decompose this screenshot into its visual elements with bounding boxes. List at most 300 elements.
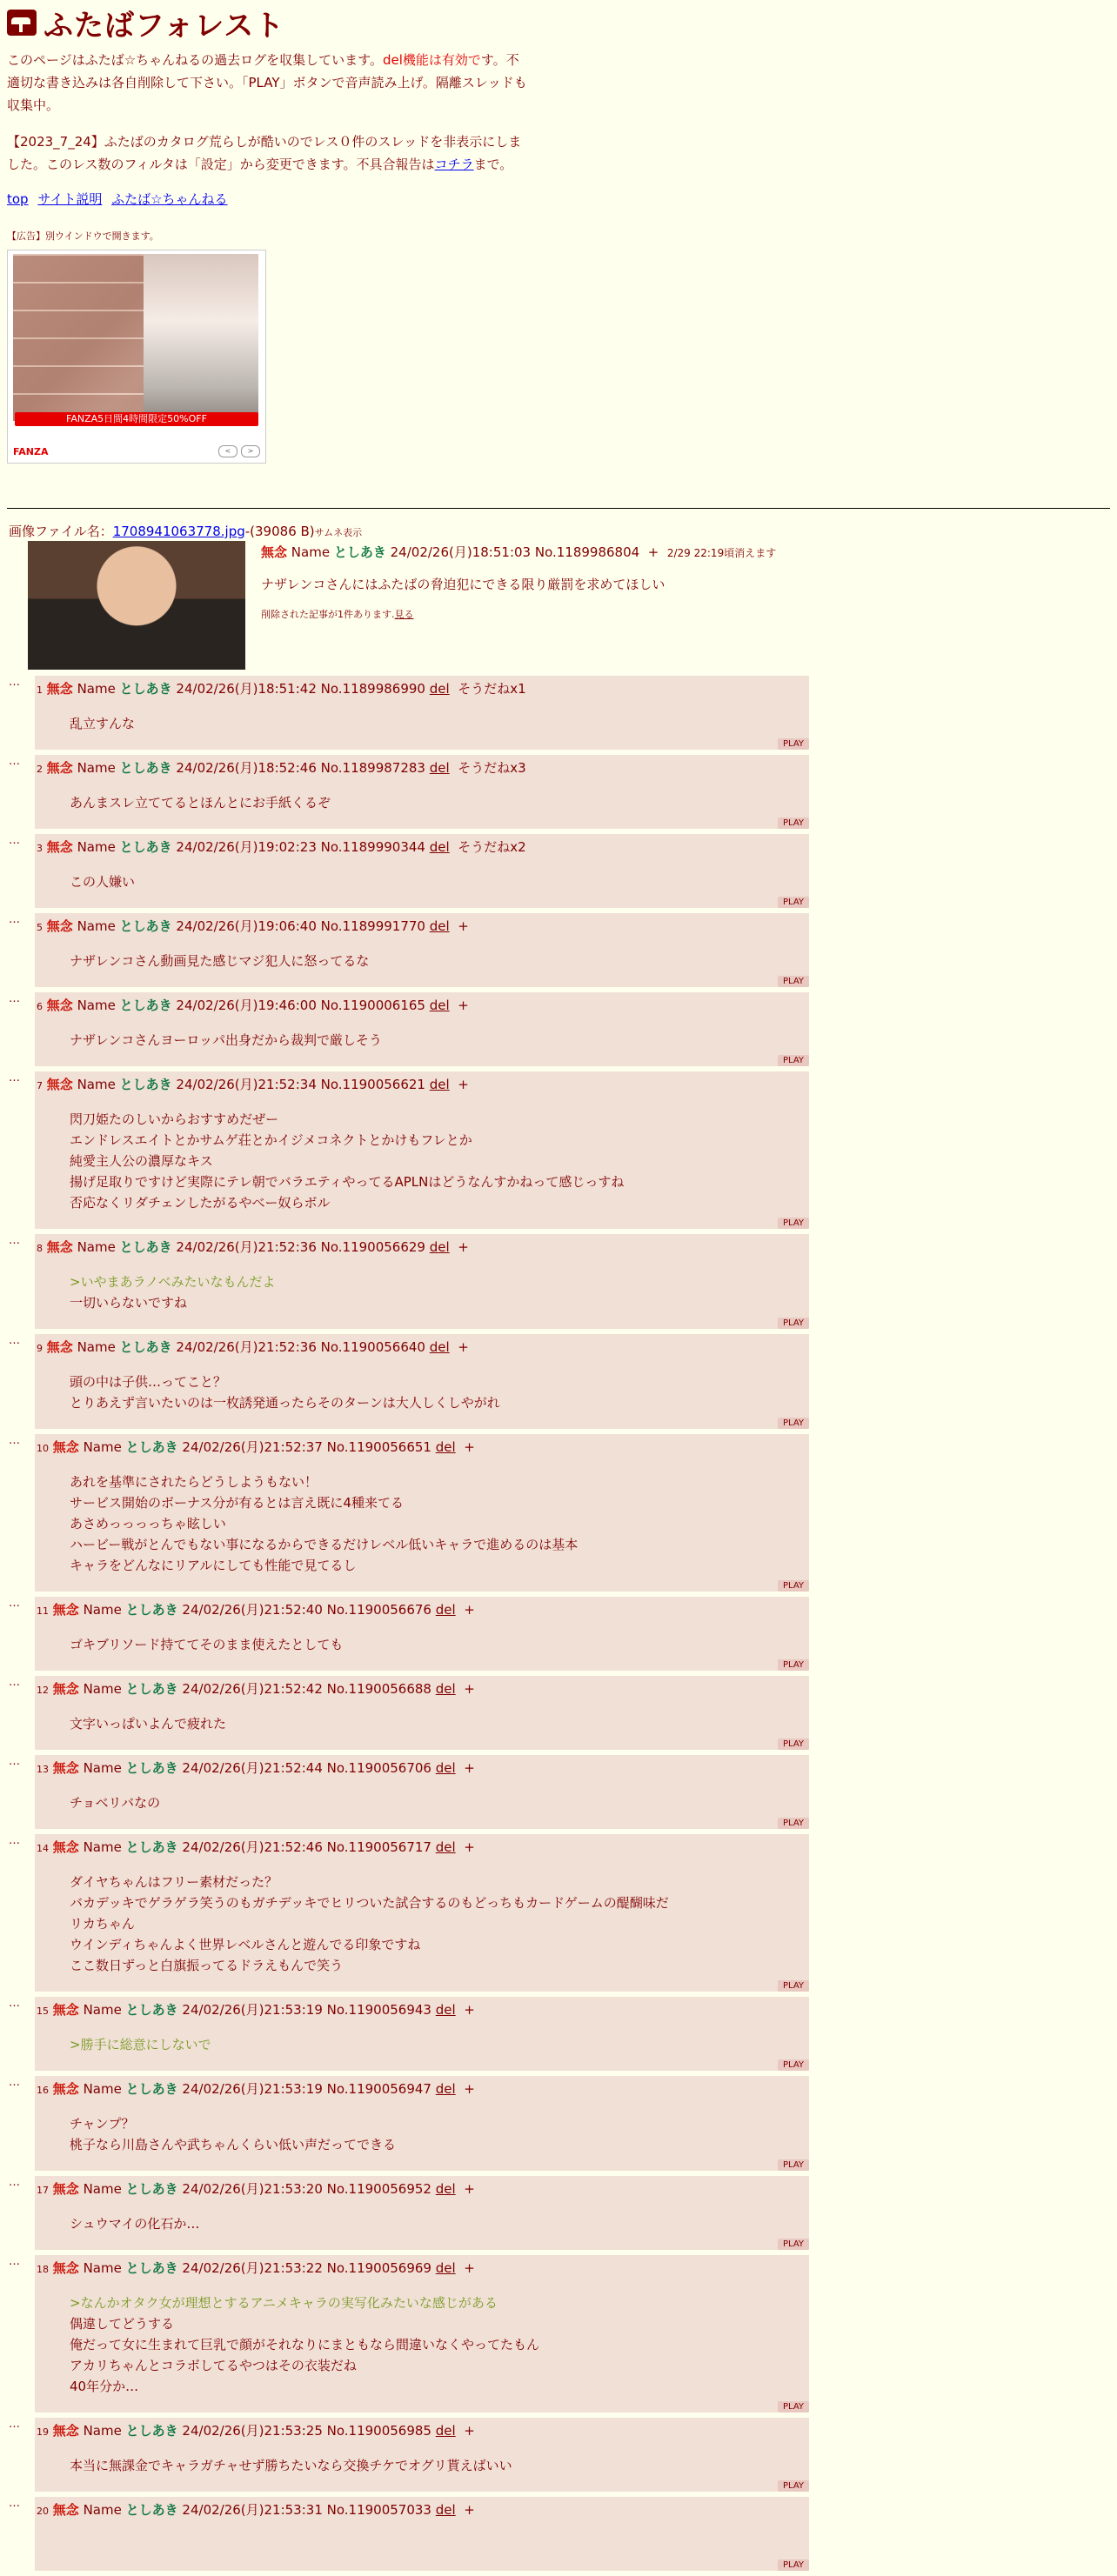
reply-del-link[interactable]: del (435, 1681, 456, 1697)
play-button[interactable]: PLAY (778, 2159, 809, 2171)
reply-body (35, 1014, 809, 1066)
reply-name-label: Name (83, 2181, 122, 2197)
reply-extra[interactable]: + (464, 1760, 475, 1776)
reply-name: としあき (125, 1439, 178, 1455)
reply-extra[interactable]: + (458, 1239, 469, 1255)
reply-del-link[interactable]: del (429, 1339, 450, 1355)
reply-subject: 無念 (52, 1681, 79, 1697)
notice-text-b: す。不適切な書き込みは各自削除して下さい。「PLAY」ボタンで音声読み上げ。隔離スレッドも収集中。 (7, 52, 527, 113)
ad-nav (218, 445, 260, 457)
reply-dots: … (9, 1234, 20, 1247)
ad-prev-button[interactable]: < (218, 445, 237, 457)
reply-row (0, 992, 809, 1071)
reply-del-link[interactable]: del (435, 1839, 456, 1855)
reply-number: 10 (37, 1443, 49, 1454)
reply-name-label: Name (77, 1239, 116, 1255)
reply-datetime-no: 24/02/26(月)21:53:25 No.1190056985 (182, 2423, 431, 2439)
play-button[interactable]: PLAY (778, 2401, 809, 2412)
reply-name: としあき (119, 681, 172, 697)
reply-name-label: Name (77, 1077, 116, 1092)
reply-subject: 無念 (46, 760, 73, 776)
reply-name: としあき (119, 1339, 172, 1355)
reply-text-line: とりあえず言いたいのは一枚誘発通ったらそのターンは大人しくしやがれ (70, 1395, 500, 1411)
reply-name: としあき (119, 760, 172, 776)
reply-datetime-no: 24/02/26(月)21:52:46 No.1190056717 (182, 1839, 431, 1855)
reply-subject: 無念 (46, 1239, 73, 1255)
reply-subject: 無念 (52, 2081, 79, 2097)
reply-text-line: 本当に無課金でキャラガチャせず勝ちたいなら交換チケでオグリ貰えばいい (70, 2458, 512, 2473)
reply-body (35, 697, 809, 750)
reply-dots: … (9, 1676, 20, 1689)
reply-text-line: キャラをどんなにリアルにしても性能で見てるし (70, 1558, 357, 1573)
reply-box (35, 834, 809, 908)
reply-body (35, 2519, 809, 2571)
play-button[interactable]: PLAY (778, 1418, 809, 1429)
op-subject: 無念 (261, 544, 288, 560)
reply-text-line: 40年分か… (70, 2379, 139, 2394)
ad-next-button[interactable]: > (241, 445, 260, 457)
reply-header (35, 2176, 809, 2198)
reply-del-link[interactable]: del (435, 1439, 456, 1455)
reply-text-line: ここ数日ずっと白旗振ってるドラえもんで笑う (70, 1958, 344, 1973)
op-name-label: Name (291, 544, 331, 560)
reply-del-link[interactable]: del (435, 2502, 456, 2518)
play-button[interactable]: PLAY (778, 818, 809, 829)
reply-extra[interactable]: + (464, 2423, 475, 2439)
reply-del-link[interactable]: del (435, 1760, 456, 1776)
reply-header (35, 755, 809, 777)
deleted-view-link[interactable]: 見る (394, 609, 414, 620)
reply-header (35, 834, 809, 856)
deleted-note-text: 削除された記事が1件あります. (261, 609, 395, 620)
reply-del-link[interactable]: del (435, 2002, 456, 2018)
reply-header (35, 2418, 809, 2439)
reply-header (35, 1434, 809, 1456)
reply-name: としあき (119, 1239, 172, 1255)
reply-del-link[interactable]: del (435, 2423, 456, 2439)
reply-dots: … (9, 676, 20, 689)
reply-box (35, 2076, 809, 2171)
reply-header (35, 1834, 809, 1856)
reply-name-label: Name (77, 839, 116, 855)
reply-header (35, 1071, 809, 1093)
reply-quote-line: >なんかオタク女が理想とするアニメキャラの実写化みたいな感じがある (70, 2295, 498, 2311)
reply-subject: 無念 (46, 1077, 73, 1092)
play-button[interactable]: PLAY (778, 1580, 809, 1592)
reply-body (35, 1456, 809, 1592)
reply-header (35, 1997, 809, 2019)
play-button[interactable]: PLAY (778, 1055, 809, 1066)
reply-del-link[interactable]: del (435, 1602, 456, 1618)
reply-extra[interactable]: + (464, 1602, 475, 1618)
reply-box (35, 1834, 809, 1992)
reply-subject: 無念 (52, 1760, 79, 1776)
reply-datetime-no: 24/02/26(月)19:02:23 No.1189990344 (176, 839, 425, 855)
site-title: ふたばフォレスト (43, 8, 285, 43)
reply-row (0, 1834, 809, 1997)
update-text-b: まで。 (473, 157, 513, 172)
reply-extra[interactable]: + (464, 2502, 475, 2518)
reply-text-line: チョベリバなの (70, 1795, 161, 1811)
reply-del-link[interactable]: del (429, 839, 450, 855)
reply-body (35, 2198, 809, 2250)
reply-datetime-no: 24/02/26(月)21:52:36 No.1190056629 (176, 1239, 425, 1255)
reply-name-label: Name (77, 918, 116, 934)
reply-body (35, 1356, 809, 1429)
reply-del-link[interactable]: del (429, 1077, 450, 1092)
reply-row (0, 2255, 809, 2418)
reply-extra[interactable]: + (458, 998, 469, 1013)
play-button[interactable]: PLAY (778, 1318, 809, 1329)
nav-link-about[interactable]: サイト説明 (37, 191, 103, 207)
reply-extra[interactable]: + (458, 1339, 469, 1355)
reply-datetime-no: 24/02/26(月)19:46:00 No.1190006165 (176, 998, 425, 1013)
reply-name: としあき (125, 1602, 178, 1618)
reply-header (35, 1234, 809, 1256)
reply-header (35, 2497, 809, 2519)
divider (7, 508, 1110, 509)
ad-brand-logo: FANZA (13, 446, 49, 457)
reply-box (35, 1676, 809, 1750)
play-button[interactable]: PLAY (778, 976, 809, 987)
reply-box (35, 913, 809, 987)
op-post (9, 522, 1053, 620)
reply-datetime-no: 24/02/26(月)21:52:34 No.1190056621 (176, 1077, 425, 1092)
reply-number: 7 (37, 1080, 43, 1091)
reply-name: としあき (125, 1839, 178, 1855)
reply-box (35, 2418, 809, 2492)
reply-name-label: Name (77, 1339, 116, 1355)
reply-body (35, 2439, 809, 2492)
reply-header (35, 992, 809, 1014)
reply-dots: … (9, 1334, 20, 1347)
reply-extra[interactable]: + (464, 1681, 475, 1697)
reply-name-label: Name (83, 1760, 122, 1776)
reply-text-line: この人嫌い (70, 874, 136, 890)
reply-del-link[interactable]: del (435, 2081, 456, 2097)
reply-quote-line: >いやまあラノベみたいなもんだよ (70, 1274, 276, 1290)
op-deleted-note (261, 607, 1044, 621)
reply-extra[interactable]: そうだねx2 (458, 839, 526, 855)
reply-name-label: Name (83, 2081, 122, 2097)
reply-row (0, 2418, 809, 2497)
reply-number: 16 (37, 2085, 49, 2096)
reply-dots: … (9, 1434, 20, 1447)
ad-image[interactable] (13, 254, 258, 421)
notice-del-text: del機能は有効で (382, 52, 481, 68)
reply-box (35, 2255, 809, 2412)
reply-row (0, 1676, 809, 1755)
site-notice (7, 49, 529, 117)
reply-text-line: ウインディちゃんよく世界レベルさんと遊んでる印象ですね (70, 1937, 421, 1952)
play-button[interactable]: PLAY (778, 1659, 809, 1671)
file-label: 画像ファイル名： (9, 524, 113, 539)
reply-number: 2 (37, 764, 43, 775)
reply-text-line: 文字いっぱいよんで疲れた (70, 1716, 227, 1732)
reply-row (0, 1071, 809, 1234)
reply-body (35, 2277, 809, 2412)
reply-header (35, 1597, 809, 1618)
reply-extra[interactable]: + (464, 2260, 475, 2276)
reply-box (35, 755, 809, 829)
reply-text-line: 純愛主人公の濃厚なキス (70, 1153, 213, 1169)
reply-name-label: Name (83, 1439, 122, 1455)
reply-header (35, 1334, 809, 1356)
reply-number: 5 (37, 922, 43, 933)
reply-subject: 無念 (52, 2502, 79, 2518)
reply-subject: 無念 (46, 1339, 73, 1355)
reply-dots: … (9, 1997, 20, 2010)
reply-name: としあき (119, 918, 172, 934)
play-button[interactable]: PLAY (778, 2059, 809, 2071)
reply-dots: … (9, 2255, 20, 2268)
reply-number: 12 (37, 1685, 49, 1696)
reply-extra[interactable]: そうだねx3 (458, 760, 526, 776)
reply-name-label: Name (77, 998, 116, 1013)
reply-box (35, 1434, 809, 1592)
reply-subject: 無念 (52, 1602, 79, 1618)
nav-link-top[interactable]: top (7, 191, 29, 207)
reply-datetime-no: 24/02/26(月)21:53:19 No.1190056947 (182, 2081, 431, 2097)
reply-subject: 無念 (52, 1839, 79, 1855)
op-datetime-no: 24/02/26(月)18:51:03 No.1189986804 (390, 544, 640, 560)
reply-del-link[interactable]: del (429, 918, 450, 934)
nav-link-futaba[interactable]: ふたば☆ちゃんねる (111, 191, 228, 207)
reply-extra[interactable]: + (458, 918, 469, 934)
reply-name: としあき (125, 2502, 178, 2518)
op-header (261, 543, 1044, 621)
site-update-notice (7, 130, 529, 176)
op-body: ナザレンコさんにはふたばの脅迫犯にできる限り厳罰を求めてほしい (261, 577, 666, 592)
reply-text-line: リカちゃん (70, 1916, 135, 1932)
reply-dots: … (9, 1597, 20, 1610)
reply-name-label: Name (83, 1681, 122, 1697)
reply-name-label: Name (83, 2260, 122, 2276)
reply-text-line: 偶違してどうする (70, 2316, 175, 2332)
update-text-a: 【2023_7_24】ふたばのカタログ荒らしが酷いのでレス０件のスレッドを非表示にしました。このレス数のフィルタは「設定」から変更できます。不具合報告は (7, 134, 522, 172)
reply-dots: … (9, 913, 20, 926)
play-button[interactable]: PLAY (778, 2480, 809, 2492)
reply-row (0, 834, 809, 913)
reply-extra[interactable]: + (464, 2081, 475, 2097)
reply-subject: 無念 (46, 839, 73, 855)
reply-number: 13 (37, 1764, 49, 1775)
reply-del-link[interactable]: del (429, 760, 450, 776)
reply-box (35, 1755, 809, 1829)
reply-del-link[interactable]: del (429, 998, 450, 1013)
reply-body (35, 935, 809, 987)
reply-number: 17 (37, 2185, 49, 2196)
reply-box (35, 1234, 809, 1329)
reply-row (0, 2076, 809, 2176)
reply-row (0, 676, 809, 755)
notice-text-a: このページはふたば☆ちゃんねるの過去ログを収集しています。 (7, 52, 383, 68)
reply-number: 3 (37, 843, 43, 854)
reply-header (35, 913, 809, 935)
reply-text-line: ゴキブリソード持ててそのまま使えたとしても (70, 1637, 344, 1652)
reply-number: 11 (37, 1605, 49, 1617)
reply-dots: … (9, 1755, 20, 1768)
page (0, 2, 1117, 464)
reply-subject: 無念 (52, 1439, 79, 1455)
reply-row (0, 1997, 809, 2076)
reply-subject: 無念 (46, 918, 73, 934)
play-button[interactable]: PLAY (778, 2559, 809, 2571)
reply-extra[interactable]: + (464, 1439, 475, 1455)
reply-name-label: Name (77, 681, 116, 697)
reply-del-link[interactable]: del (429, 1239, 450, 1255)
reply-row (0, 1597, 809, 1676)
reply-box (35, 676, 809, 750)
file-size: -(39086 B) (244, 524, 315, 539)
reply-number: 6 (37, 1001, 43, 1012)
reply-number: 19 (37, 2426, 49, 2438)
op-file-line (9, 522, 1053, 540)
op-thumbnail[interactable] (28, 541, 245, 670)
reply-body (35, 1777, 809, 1829)
reply-name-label: Name (83, 2502, 122, 2518)
play-button[interactable]: PLAY (778, 1738, 809, 1750)
reply-name: としあき (125, 2260, 178, 2276)
thumb-note: サムネ表示 (314, 527, 363, 538)
reply-dots: … (9, 1834, 20, 1847)
reply-row (0, 2497, 809, 2576)
reply-dots: … (9, 2076, 20, 2089)
reply-box (35, 1334, 809, 1429)
reply-dots: … (9, 992, 20, 1005)
reply-dots: … (9, 2418, 20, 2431)
reply-row (0, 755, 809, 834)
reply-datetime-no: 24/02/26(月)21:53:22 No.1190056969 (182, 2260, 431, 2276)
reply-name: としあき (119, 839, 172, 855)
reply-subject: 無念 (46, 681, 73, 697)
play-button[interactable]: PLAY (778, 2239, 809, 2250)
reply-datetime-no: 24/02/26(月)21:52:44 No.1190056706 (182, 1760, 431, 1776)
reply-datetime-no: 24/02/26(月)21:53:20 No.1190056952 (182, 2181, 431, 2197)
reply-text-line: 閃刀姫たのしいからおすすめだぜー (70, 1111, 279, 1127)
op-plus-button[interactable]: + (647, 544, 659, 560)
reply-del-link[interactable]: del (435, 2181, 456, 2197)
play-button[interactable]: PLAY (778, 1218, 809, 1229)
bug-report-link[interactable]: コチラ (434, 157, 474, 172)
reply-text-line: あさめっっっっちゃ眩しい (70, 1516, 226, 1532)
reply-number: 20 (37, 2506, 49, 2517)
reply-del-link[interactable]: del (435, 2260, 456, 2276)
reply-datetime-no: 24/02/26(月)21:52:37 No.1190056651 (182, 1439, 431, 1455)
reply-name-label: Name (83, 1602, 122, 1618)
reply-del-link[interactable]: del (429, 681, 450, 697)
reply-text-line: ハービー戦がとんでもない事になるからできるだけレベル低いキャラで進めるのは基本 (70, 1537, 579, 1552)
reply-box (35, 2497, 809, 2571)
reply-extra[interactable]: + (464, 2181, 475, 2197)
reply-dots: … (9, 755, 20, 768)
reply-header (35, 1676, 809, 1698)
reply-subject: 無念 (52, 2260, 79, 2276)
reply-body (35, 1618, 809, 1671)
site-logo-icon (7, 10, 37, 36)
ad-banner[interactable] (7, 250, 266, 464)
reply-list (0, 676, 809, 2576)
reply-number: 15 (37, 2005, 49, 2017)
reply-number: 8 (37, 1243, 43, 1254)
op-expire: 2/29 22:19頃消えます (666, 547, 777, 559)
reply-number: 1 (37, 684, 43, 696)
reply-row (0, 1234, 809, 1334)
reply-row (0, 913, 809, 992)
reply-text-line: あんまスレ立ててるとほんとにお手紙くるぞ (70, 795, 331, 811)
reply-header (35, 2076, 809, 2098)
ad-sale-bar[interactable]: FANZA5日間4時間限定50%OFF (15, 412, 258, 426)
reply-name-label: Name (77, 760, 116, 776)
reply-extra[interactable]: + (464, 1839, 475, 1855)
reply-body (35, 1856, 809, 1992)
reply-name: としあき (125, 2002, 178, 2018)
reply-body (35, 1093, 809, 1229)
play-button[interactable]: PLAY (778, 897, 809, 908)
reply-dots: … (9, 834, 20, 847)
reply-dots: … (9, 2176, 20, 2189)
ad-label: 【広告】別ウインドウで開きます。 (7, 230, 159, 242)
reply-name-label: Name (83, 2002, 122, 2018)
reply-name: としあき (125, 1681, 178, 1697)
play-button[interactable]: PLAY (778, 738, 809, 750)
reply-datetime-no: 24/02/26(月)21:53:31 No.1190057033 (182, 2502, 431, 2518)
reply-name: としあき (125, 2181, 178, 2197)
reply-text-line: 否応なくリダチェンしたがるやべー奴らボル (70, 1195, 331, 1211)
reply-box (35, 2176, 809, 2250)
play-button[interactable]: PLAY (778, 1980, 809, 1992)
reply-datetime-no: 24/02/26(月)21:53:19 No.1190056943 (182, 2002, 431, 2018)
reply-box (35, 1997, 809, 2071)
reply-text-line: 俺だって女に生まれて巨乳で顔がそれなりにまともなら間違いなくやってたもん (70, 2337, 540, 2352)
nav-links (7, 190, 1110, 208)
reply-text-line: シュウマイの化石か… (70, 2216, 200, 2232)
reply-datetime-no: 24/02/26(月)18:52:46 No.1189987283 (176, 760, 425, 776)
reply-datetime-no: 24/02/26(月)19:06:40 No.1189991770 (176, 918, 425, 934)
reply-body (35, 2098, 809, 2171)
reply-text-line: 頭の中は子供…ってこと？ (70, 1374, 227, 1390)
reply-row (0, 1434, 809, 1597)
reply-datetime-no: 24/02/26(月)21:52:40 No.1190056676 (182, 1602, 431, 1618)
reply-text-line: ナザレンコさんヨーロッパ出身だから裁判で厳しそう (70, 1032, 383, 1048)
ad-image-left (13, 254, 144, 421)
reply-box (35, 1071, 809, 1229)
reply-text-line: 一切いらないですね (70, 1295, 188, 1311)
reply-datetime-no: 24/02/26(月)21:52:36 No.1190056640 (176, 1339, 425, 1355)
reply-name: としあき (119, 998, 172, 1013)
reply-extra[interactable]: + (458, 1077, 469, 1092)
reply-extra[interactable]: + (464, 2002, 475, 2018)
reply-subject: 無念 (46, 998, 73, 1013)
play-button[interactable]: PLAY (778, 1818, 809, 1829)
reply-text-line: 揚げ足取りですけど実際にテレ朝でバラエティやってるAPLNはどうなんすかねって感じっすね (70, 1174, 625, 1190)
reply-body (35, 1698, 809, 1750)
reply-header (35, 2255, 809, 2277)
reply-name: としあき (125, 2081, 178, 2097)
reply-name: としあき (119, 1077, 172, 1092)
reply-text-line: ナザレンコさん動画見た感じマジ犯人に怒ってるな (70, 953, 370, 969)
reply-extra[interactable]: そうだねx1 (458, 681, 526, 697)
reply-number: 9 (37, 1343, 43, 1354)
reply-subject: 無念 (52, 2181, 79, 2197)
reply-row (0, 1755, 809, 1834)
reply-datetime-no: 24/02/26(月)21:52:42 No.1190056688 (182, 1681, 431, 1697)
reply-text-line: アカリちゃんとコラボしてるやつはその衣装だね (70, 2358, 357, 2373)
reply-text-line: ダイヤちゃんはフリー素材だった？ (70, 1874, 278, 1890)
file-name-link[interactable]: 1708941063778.jpg (112, 524, 245, 539)
reply-number: 14 (37, 1843, 49, 1854)
reply-subject: 無念 (52, 2002, 79, 2018)
